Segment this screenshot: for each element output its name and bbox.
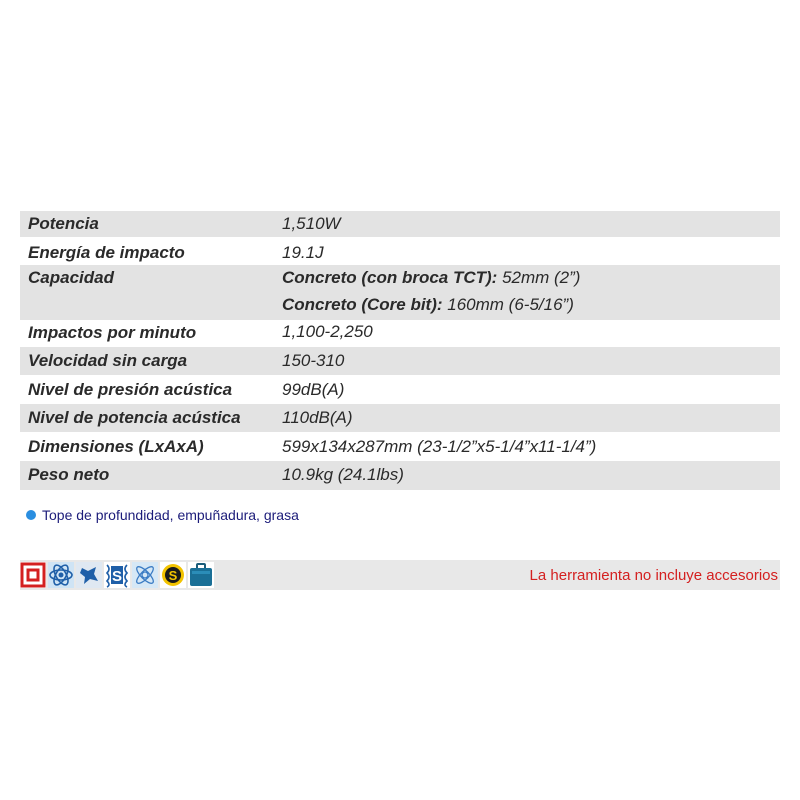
- spec-label: Potencia: [28, 214, 99, 233]
- double-insulation-icon: [20, 562, 46, 588]
- spec-row-peso: [20, 461, 780, 490]
- anti-vibration-icon: [132, 562, 158, 588]
- svg-text:S: S: [111, 568, 123, 585]
- spec-value: 10.9kg (24.1lbs): [282, 465, 404, 484]
- spec-label: Energía de impacto: [28, 243, 185, 262]
- s-clutch-icon: [104, 562, 130, 588]
- note-text: Tope de profundidad, empuñadura, grasa: [42, 507, 299, 523]
- spec-label: Capacidad: [28, 268, 114, 287]
- no-accessories-warning: La herramienta no incluye accesorios: [529, 567, 778, 584]
- carrying-case-icon: [188, 562, 214, 588]
- spec-value: 1,100-2,250: [282, 322, 373, 341]
- soft-start-icon: [76, 562, 102, 588]
- spec-value-text: 52mm (2”): [497, 268, 581, 287]
- spec-label: Nivel de presión acústica: [28, 380, 233, 399]
- safety-clutch-icon: [160, 562, 186, 588]
- spec-value: 1,510W: [282, 214, 341, 233]
- spec-value: 99dB(A): [282, 380, 345, 399]
- spec-row-impactos: [20, 320, 780, 346]
- spec-value: 599x134x287mm (23-1/2”x5-1/4”x11-1/4”): [282, 437, 597, 456]
- spec-row-capacidad: [20, 265, 780, 320]
- spec-value: 150-310: [282, 351, 345, 370]
- svg-text:S: S: [168, 568, 178, 583]
- spec-value-bold: Concreto (Core bit):: [282, 295, 443, 314]
- spec-row-potencia: [20, 211, 780, 237]
- spec-value: 19.1J: [282, 243, 324, 262]
- included-accessories-note: [26, 507, 299, 523]
- spec-value-line-1: [282, 268, 580, 288]
- spec-label: Impactos por minuto: [28, 323, 197, 342]
- spec-row-energia: [20, 239, 780, 265]
- spec-label: Dimensiones (LxAxA): [28, 437, 204, 456]
- spec-label: Velocidad sin carga: [28, 351, 188, 370]
- spec-value: 110dB(A): [282, 408, 353, 427]
- feature-footer: [20, 560, 780, 590]
- spec-row-presion: [20, 376, 780, 403]
- spec-label: Peso neto: [28, 465, 110, 484]
- electronic-control-icon: [48, 562, 74, 588]
- spec-label: Nivel de potencia acústica: [28, 408, 241, 427]
- spec-row-potencia-acustica: [20, 404, 780, 432]
- spec-row-velocidad: [20, 347, 780, 375]
- spec-value-line-2: [282, 295, 574, 315]
- spec-value-text: 160mm (6-5/16”): [442, 295, 574, 314]
- bullet-dot-icon: [26, 510, 36, 520]
- spec-value-bold: Concreto (con broca TCT):: [282, 268, 498, 287]
- spec-row-dimensiones: [20, 433, 780, 460]
